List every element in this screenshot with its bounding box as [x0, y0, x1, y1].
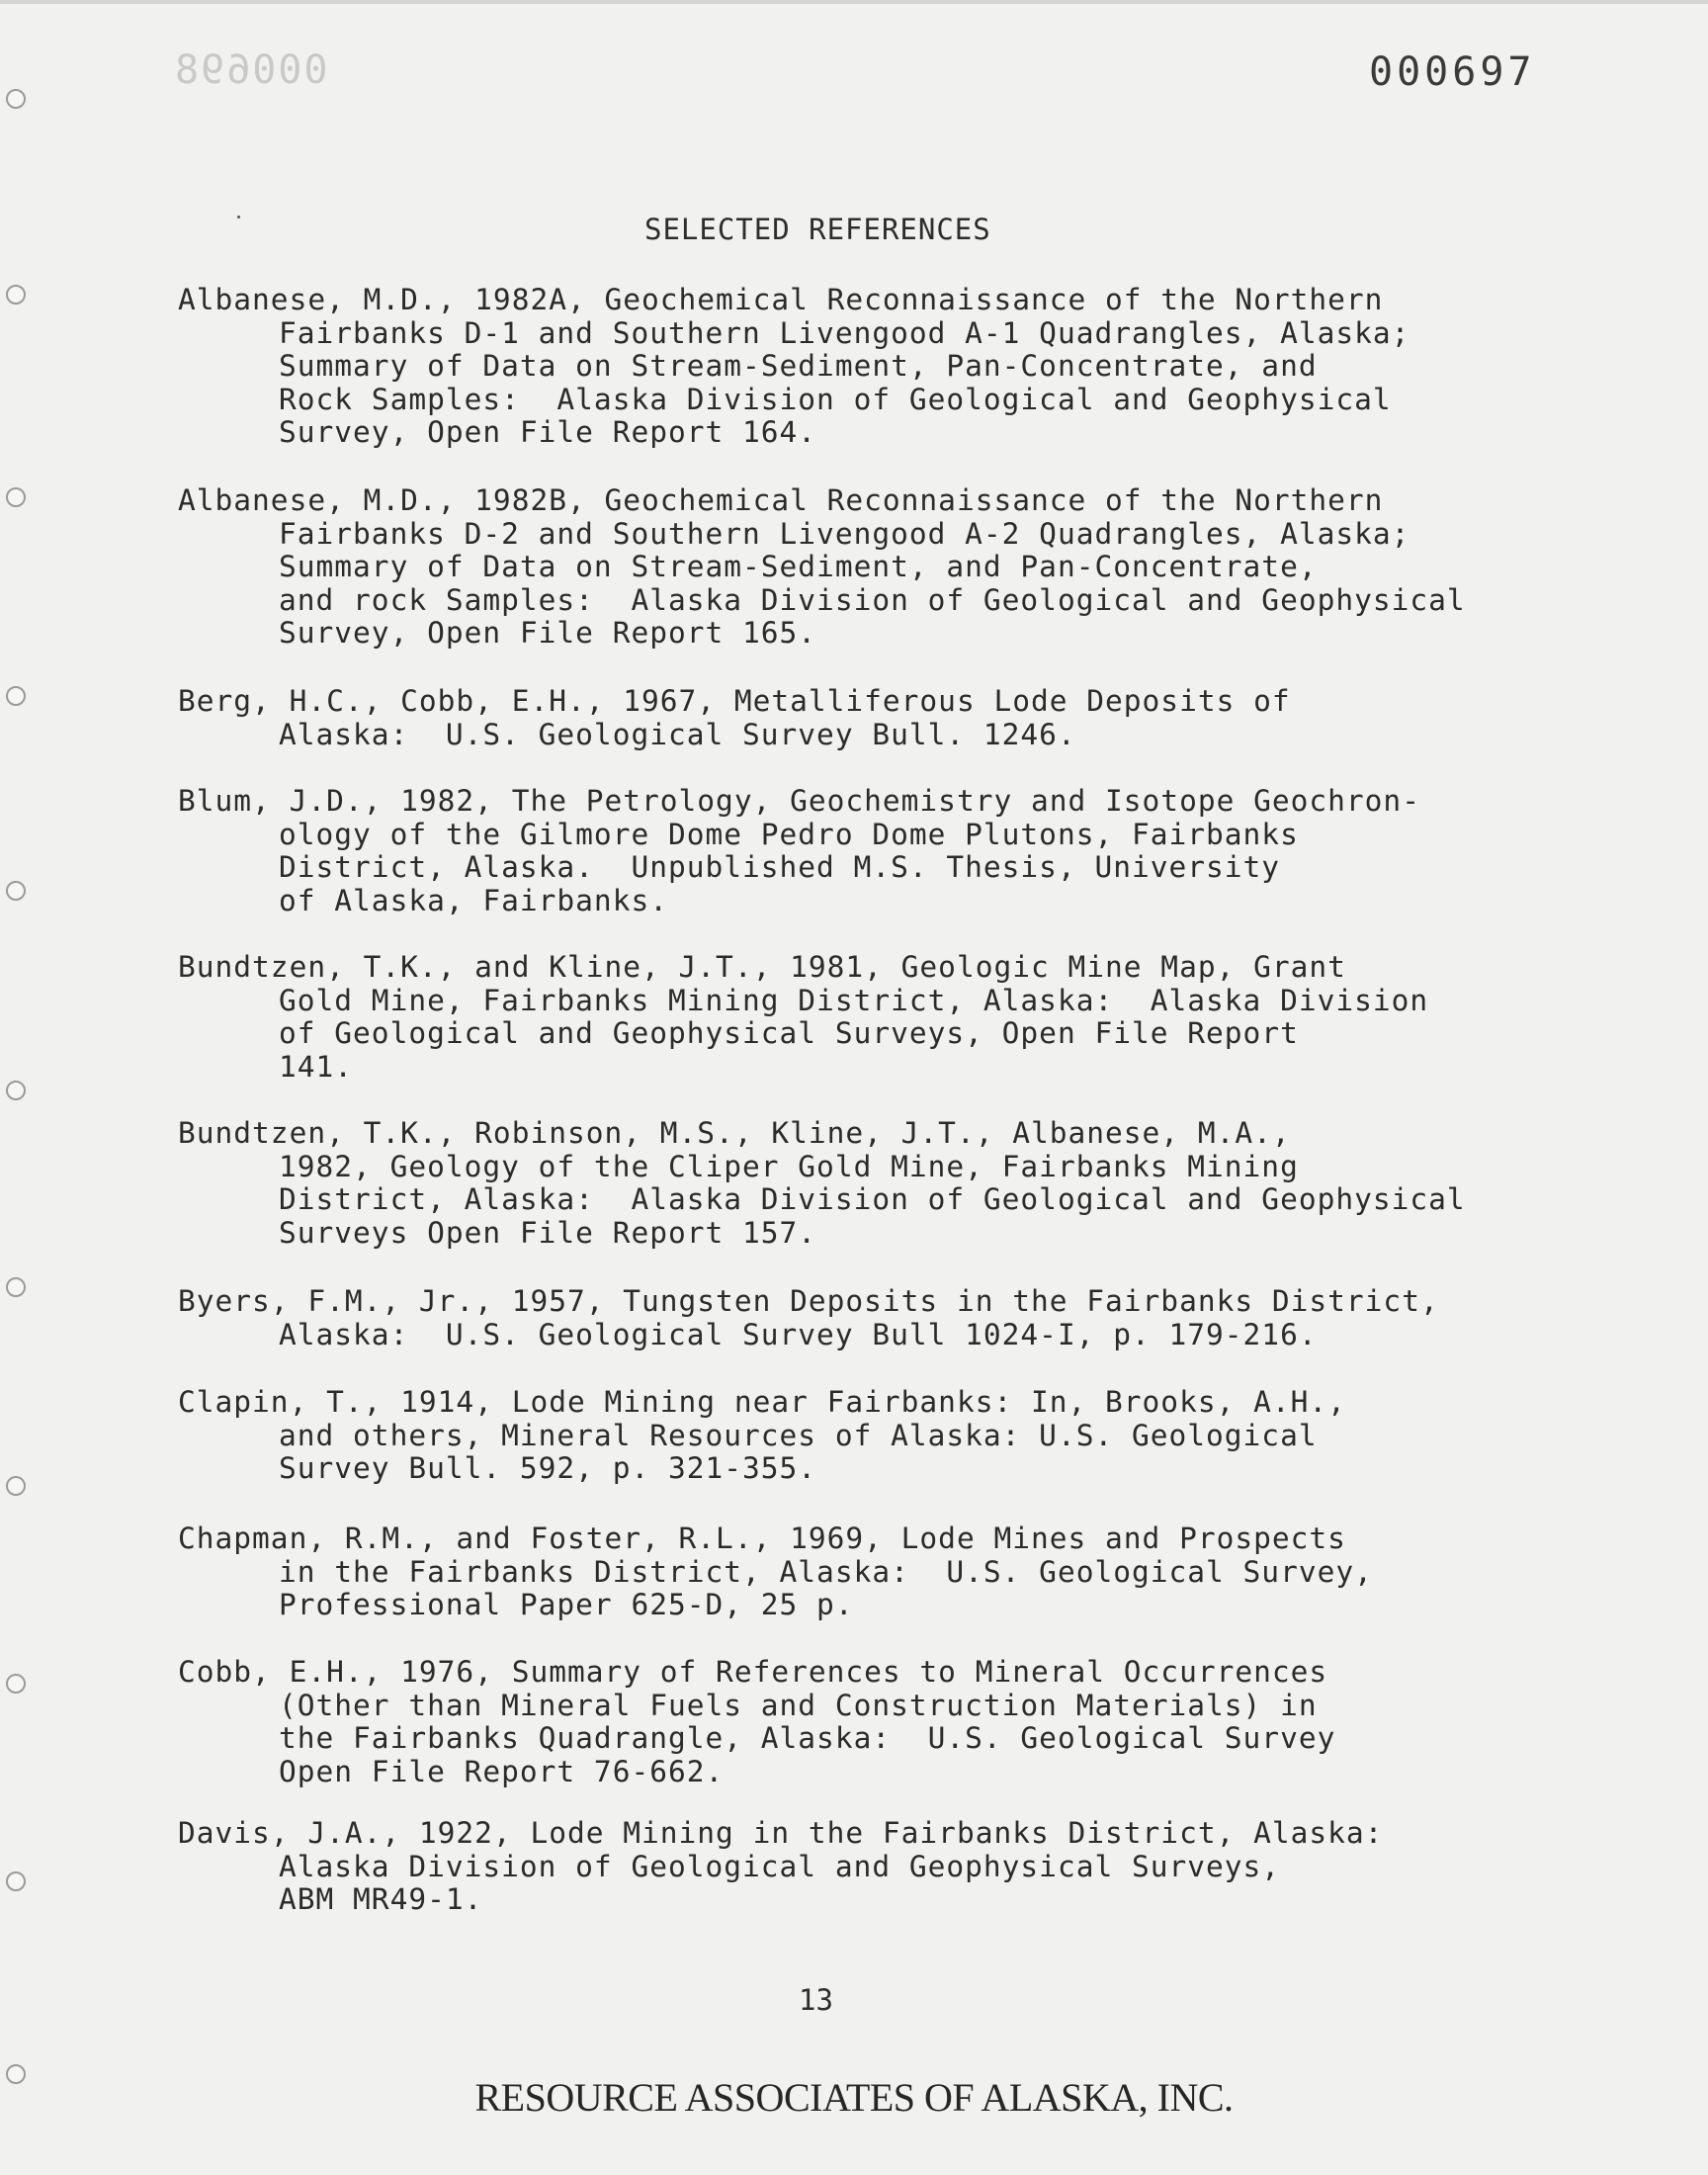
- reference-entry: [178, 785, 1502, 917]
- scan-speck: [237, 216, 240, 218]
- binder-hole-icon: [6, 1871, 26, 1891]
- binder-hole-icon: [6, 1277, 26, 1297]
- reference-line: Fairbanks D-2 and Southern Livengood A-2 Quadrangles, Alaska;: [279, 516, 1410, 551]
- reference-line: Survey, Open File Report 164.: [279, 415, 817, 449]
- reference-line: and rock Samples: Alaska Division of Geological and Geophysical: [279, 582, 1466, 617]
- reference-line: Summary of Data on Stream-Sediment, and Pan-Concentrate,: [279, 550, 1318, 583]
- reference-line: Albanese, M.D., 1982A, Geochemical Reconnaissance of the Northern: [178, 283, 1384, 316]
- page-number: 13: [799, 1983, 833, 2017]
- reference-line: Gold Mine, Fairbanks Mining District, Alaska: Alaska Division: [279, 983, 1429, 1017]
- reference-line: Professional Paper 625-D, 25 p.: [279, 1588, 854, 1621]
- reference-entry: [178, 1817, 1502, 1917]
- reference-line: Chapman, R.M., and Foster, R.L., 1969, Lode Mines and Prospects: [178, 1522, 1346, 1555]
- reference-line: Bundtzen, T.K., Robinson, M.S., Kline, J.T., Albanese, M.A.,: [178, 1116, 1291, 1150]
- reference-line: the Fairbanks Quadrangle, Alaska: U.S. Geological Survey: [279, 1721, 1336, 1755]
- reference-line: Alaska: U.S. Geological Survey Bull. 1246.: [279, 717, 1076, 751]
- reference-line: Open File Report 76-662.: [279, 1754, 725, 1788]
- binder-hole-icon: [6, 686, 26, 706]
- binder-hole-icon: [6, 89, 26, 109]
- reference-line: and others, Mineral Resources of Alaska: U.S. Geological: [279, 1418, 1318, 1452]
- reference-line: 1982, Geology of the Cliper Gold Mine, Fairbanks Mining: [279, 1149, 1299, 1183]
- reference-line: Alaska: U.S. Geological Survey Bull 1024-I, p. 179-216.: [279, 1317, 1318, 1351]
- reference-entry: [178, 1522, 1502, 1622]
- reference-line: Blum, J.D., 1982, The Petrology, Geochemistry and Isotope Geochron-: [178, 784, 1420, 818]
- reference-entry: [178, 284, 1502, 450]
- reference-line: of Alaska, Fairbanks.: [279, 883, 668, 917]
- reference-line: Rock Samples: Alaska Division of Geological and Geophysical: [279, 382, 1392, 416]
- reference-line: Survey Bull. 592, p. 321-355.: [279, 1451, 817, 1485]
- reference-entry: [178, 1117, 1502, 1250]
- page-top-edge: [0, 0, 1708, 4]
- reference-line: in the Fairbanks District, Alaska: U.S. Geological Survey,: [279, 1554, 1373, 1589]
- reference-line: Berg, H.C., Cobb, E.H., 1967, Metalliferous Lode Deposits of: [178, 684, 1291, 718]
- reference-entry: [178, 951, 1502, 1084]
- bleed-through-page-id: 000698: [173, 47, 328, 93]
- reference-entry: [178, 1285, 1502, 1351]
- reference-entry: [178, 1386, 1502, 1486]
- binder-hole-icon: [6, 881, 26, 901]
- reference-line: Fairbanks D-1 and Southern Livengood A-1 Quadrangles, Alaska;: [279, 315, 1410, 350]
- binder-hole-icon: [6, 1674, 26, 1694]
- reference-line: District, Alaska: Alaska Division of Geological and Geophysical: [279, 1182, 1466, 1216]
- page-id: 000697: [1369, 49, 1536, 95]
- reference-line: Surveys Open File Report 157.: [279, 1215, 817, 1250]
- reference-line: Cobb, E.H., 1976, Summary of References to Mineral Occurrences: [178, 1655, 1328, 1689]
- reference-line: Clapin, T., 1914, Lode Mining near Fairbanks: In, Brooks, A.H.,: [178, 1385, 1346, 1419]
- reference-line: 141.: [279, 1049, 354, 1084]
- binder-hole-icon: [6, 285, 26, 304]
- reference-line: Survey, Open File Report 165.: [279, 616, 817, 650]
- reference-entry: [178, 685, 1502, 751]
- binder-hole-icon: [6, 487, 26, 507]
- reference-line: Davis, J.A., 1922, Lode Mining in the Fairbanks District, Alaska:: [178, 1816, 1384, 1850]
- reference-line: Alaska Division of Geological and Geophysical Surveys,: [279, 1849, 1281, 1883]
- reference-line: Byers, F.M., Jr., 1957, Tungsten Deposits in the Fairbanks District,: [178, 1284, 1439, 1318]
- reference-line: Albanese, M.D., 1982B, Geochemical Reconnaissance of the Northern: [178, 483, 1384, 517]
- reference-line: of Geological and Geophysical Surveys, Open File Report: [279, 1016, 1299, 1050]
- reference-entry: [178, 484, 1502, 651]
- company-footer: RESOURCE ASSOCIATES OF ALASKA, INC.: [474, 2075, 1234, 2120]
- reference-line: ABM MR49-1.: [279, 1882, 483, 1916]
- reference-line: ology of the Gilmore Dome Pedro Dome Plutons, Fairbanks: [279, 817, 1299, 851]
- reference-line: (Other than Mineral Fuels and Construction Materials) in: [279, 1688, 1318, 1722]
- reference-line: Bundtzen, T.K., and Kline, J.T., 1981, Geologic Mine Map, Grant: [178, 950, 1346, 984]
- binder-hole-icon: [6, 1476, 26, 1496]
- reference-entry: [178, 1656, 1502, 1788]
- reference-line: Summary of Data on Stream-Sediment, Pan-Concentrate, and: [279, 349, 1318, 383]
- reference-line: District, Alaska. Unpublished M.S. Thesis, University: [279, 850, 1281, 884]
- page-title: SELECTED REFERENCES: [644, 213, 991, 246]
- binder-hole-icon: [6, 1081, 26, 1100]
